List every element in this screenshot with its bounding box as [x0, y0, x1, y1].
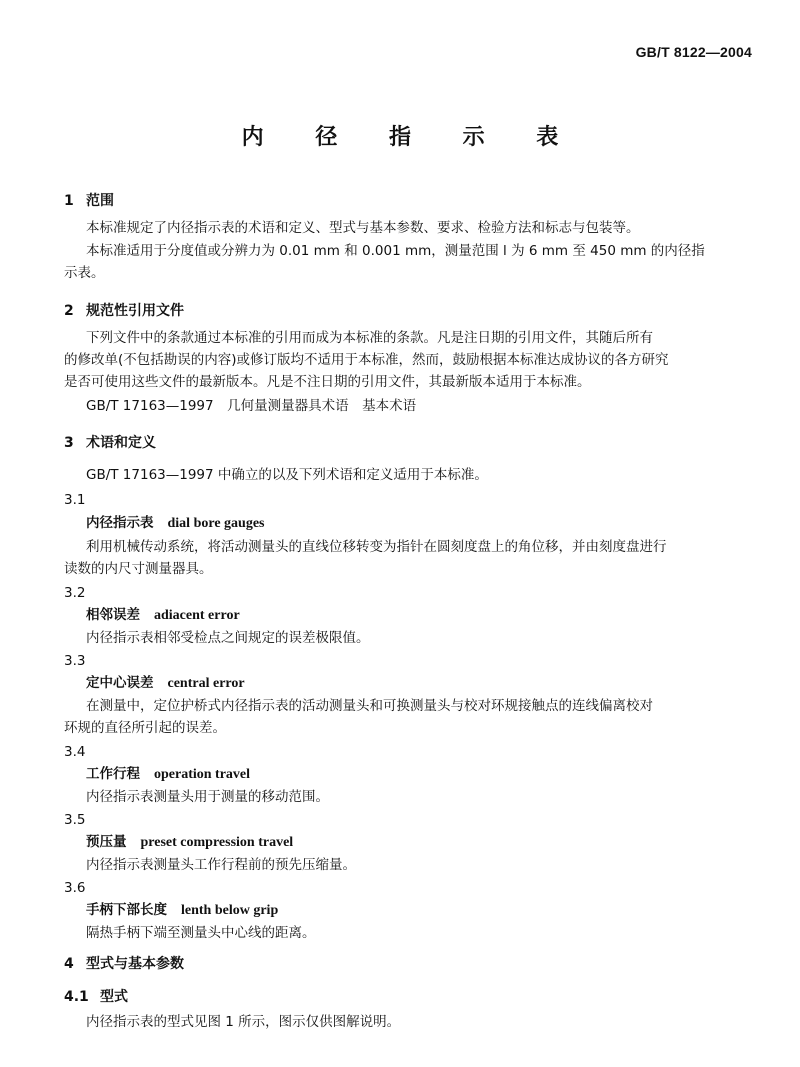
term-zh: 预压量: [86, 834, 127, 850]
document-title: 内 径 指 示 表: [241, 125, 581, 150]
term-zh: 手柄下部长度: [86, 902, 167, 918]
paragraph: 下列文件中的条款通过本标准的引用而成为本标准的条款。凡是注日期的引用文件，其随后所有: [86, 330, 653, 346]
term-definition: 隔热手柄下端至测量头中心线的距离。: [86, 925, 316, 941]
term-zh: 定中心误差: [86, 675, 154, 691]
term-entry: [86, 831, 293, 854]
term-zh: 相邻误差: [86, 607, 140, 623]
section-number: 3: [64, 435, 74, 451]
term-definition: 内径指示表测量头用于测量的移动范围。: [86, 789, 329, 805]
clause-number: 3.4: [64, 744, 86, 760]
term-en: preset compression travel: [140, 835, 294, 850]
section-title: 范围: [86, 193, 114, 209]
subsection-number: 4.1: [64, 989, 89, 1005]
section-1-heading: [64, 190, 114, 212]
normative-reference: GB/T 17163—1997 几何量测量器具术语 基本术语: [86, 398, 417, 414]
term-definition: 内径指示表测量头工作行程前的预先压缩量。: [86, 857, 356, 873]
subsection-4-1-heading: [64, 986, 128, 1008]
term-zh: 工作行程: [86, 766, 140, 782]
paragraph: GB/T 17163—1997 中确立的以及下列术语和定义适用于本标准。: [86, 467, 488, 483]
term-en: dial bore gauges: [167, 516, 265, 531]
term-zh: 内径指示表: [86, 515, 154, 531]
term-definition-continuation: 读数的内尺寸测量器具。: [64, 561, 213, 577]
clause-number: 3.1: [64, 492, 86, 508]
term-entry: [86, 672, 245, 695]
clause-number: 3.2: [64, 585, 86, 601]
clause-number: 3.6: [64, 880, 86, 896]
section-number: 4: [64, 956, 74, 972]
term-en: adiacent error: [154, 608, 240, 623]
section-title: 规范性引用文件: [86, 303, 184, 319]
paragraph: 本标准适用于分度值或分辨力为 0.01 mm 和 0.001 mm，测量范围 l 为 6 mm 至 450 mm 的内径指: [86, 243, 705, 259]
term-definition: 利用机械传动系统，将活动测量头的直线位移转变为指针在圆刻度盘上的角位移，并由刻度盘进行: [86, 539, 667, 555]
paragraph-continuation: 的修改单(不包括勘误的内容)或修订版均不适用于本标准，然而，鼓励根据本标准达成协议的各方研究: [64, 352, 669, 368]
term-en: central error: [167, 676, 245, 691]
term-entry: [86, 763, 250, 786]
term-entry: [86, 512, 264, 535]
section-3-heading: [64, 432, 156, 454]
section-title: 术语和定义: [86, 435, 156, 451]
paragraph-continuation: 是否可使用这些文件的最新版本。凡是不注日期的引用文件，其最新版本适用于本标准。: [64, 374, 591, 390]
section-2-heading: [64, 300, 184, 322]
clause-number: 3.5: [64, 812, 86, 828]
term-entry: [86, 604, 240, 627]
term-en: operation travel: [154, 767, 251, 782]
paragraph-continuation: 示表。: [64, 265, 105, 281]
clause-number: 3.3: [64, 653, 86, 669]
section-title: 型式与基本参数: [86, 956, 184, 972]
paragraph: 本标准规定了内径指示表的术语和定义、型式与基本参数、要求、检验方法和标志与包装等。: [86, 220, 640, 236]
term-definition: 在测量中，定位护桥式内径指示表的活动测量头和可换测量头与校对环规接触点的连线偏离校对: [86, 698, 653, 714]
term-entry: [86, 899, 278, 922]
term-definition-continuation: 环规的直径所引起的误差。: [64, 720, 226, 736]
subsection-title: 型式: [100, 989, 128, 1005]
standard-code: GB/T 8122—2004: [635, 44, 752, 60]
section-4-heading: [64, 953, 184, 975]
section-number: 1: [64, 193, 74, 209]
term-definition: 内径指示表相邻受检点之间规定的误差极限值。: [86, 630, 370, 646]
section-number: 2: [64, 303, 74, 319]
term-en: lenth below grip: [181, 903, 279, 918]
paragraph: 内径指示表的型式见图 1 所示，图示仅供图解说明。: [86, 1014, 401, 1030]
